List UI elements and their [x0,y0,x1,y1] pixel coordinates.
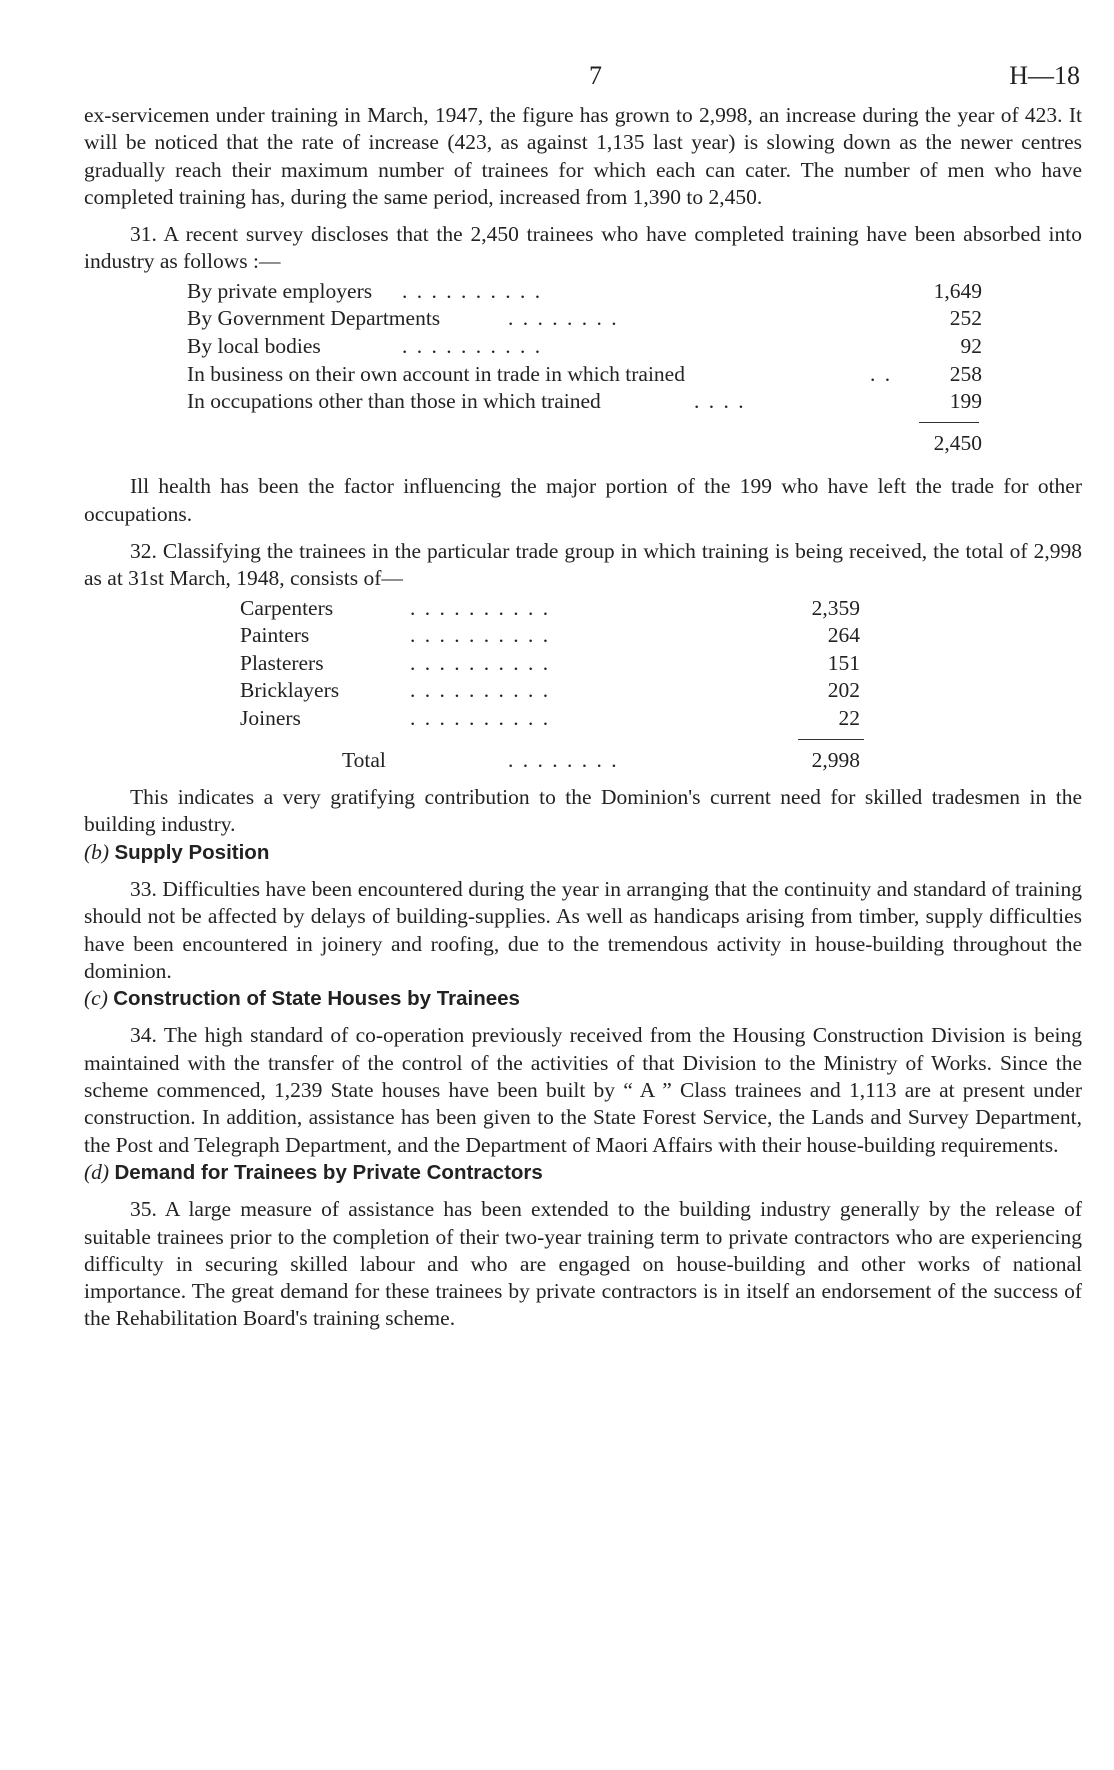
row-value: 258 [949,361,982,386]
absorbed-table [84,278,1082,458]
table-row [84,305,1082,333]
total-value: 2,998 [811,747,860,772]
leader-dots: . . . . . . . . . . [402,278,543,303]
leader-dots: . . . . . . . . . . [402,333,543,358]
section-heading-c [84,985,1082,1012]
row-value: 22 [838,705,860,730]
leader-dots: . . [870,361,893,386]
leader-dots: . . . . . . . . . . [410,678,551,703]
leader-dots: . . . . . . . . . . [410,623,551,648]
table-row [84,388,1082,416]
table-row [84,333,1082,361]
leader-dots: . . . . . . . . . . [410,705,551,730]
paragraph-32: 32. Classifying the trainees in the particular trade group in which training is being received, the total of 2,998 as at 31st March, 1948, consists of— [84,538,1082,591]
document-page [84,62,1082,1333]
paragraph-31: 31. A recent survey discloses that the 2,450 trainees who have completed training have been absorbed into industry as follows :— [84,222,1082,274]
section-title: Demand for Trainees by Private Contractors [114,1160,543,1184]
total-label: Total [342,747,386,772]
row-label: Carpenters [240,595,334,620]
paragraph-ill-health: Ill health has been the factor influencing the major portion of the 199 who have left the trade for other occupations. [84,474,1082,526]
row-label: By local bodies [187,333,321,358]
paragraph-indicates: This indicates a very gratifying contribution to the Dominion's current need for skilled tradesmen in the building industry. [84,785,1082,837]
total-value: 2,450 [933,430,982,455]
row-label: Joiners [240,705,301,730]
table-row [84,677,1082,705]
table-row [84,361,1082,389]
row-label: Bricklayers [240,678,340,703]
total-row [84,747,1082,775]
row-value: 202 [827,678,860,703]
leader-dots: . . . . . . . . [508,306,619,331]
row-value: 92 [960,333,982,358]
row-value: 199 [949,389,982,414]
row-label: By Government Departments [187,306,441,331]
paragraph-35: 35. A large measure of assistance has been extended to the building industry generally by the release of suitable trainees prior to the completion of their two-year training term to private contractors who are experiencing difficulty in securing skilled labour and who are engaged on house-building and other works of national importance. The great demand for these trainees by private contractors is in itself an endorsement of the success of the Rehabilitation Board's training scheme. [84,1197,1082,1331]
section-letter: (c) [84,986,108,1011]
table-row [84,595,1082,623]
paragraph-34: 34. The high standard of co-operation previously received from the Housing Construction Division is being maintained with the transfer of the control of the activities of that Division to the Ministry of Works. Since the scheme commenced, 1,239 State houses have been built by “ A ” Class trainees and 1,113 are at present under construction. In addition, assistance has been given to the State Forest Service, the Lands and Survey Department, the Post and Telegraph Department, and the Department of Maori Affairs with their house-building requirements. [84,1023,1082,1157]
section-heading-d [84,1159,1082,1186]
table-row [84,705,1082,733]
page-number: 7 [589,61,602,90]
section-letter: (b) [84,839,110,864]
trades-table [84,595,1082,775]
row-value: 252 [949,306,982,331]
total-row [84,430,1082,458]
document-reference: H—18 [1009,61,1080,90]
row-label: By private employers [187,278,373,303]
leader-dots: . . . . . . . . . . [410,650,551,675]
row-label: Plasterers [240,650,324,675]
section-letter: (d) [84,1159,110,1184]
total-rule-row [84,416,1082,430]
total-rule [919,422,979,423]
paragraph-33: 33. Difficulties have been encountered during the year in arranging that the continuity and standard of training should not be affected by delays of building-supplies. As well as handicaps arising from timber, supply difficulties have been encountered in joinery and roofing, due to the tremendous activity in house-building throughout the dominion. [84,876,1082,983]
row-value: 1,649 [933,278,982,303]
leader-dots: . . . . . . . . . . [410,595,551,620]
row-value: 151 [827,650,860,675]
leader-dots: . . . . . . . . [508,747,619,772]
table-row [84,650,1082,678]
total-rule-row [84,733,1082,747]
total-rule [798,739,864,740]
paragraph-continued: ex-servicemen under training in March, 1947, the figure has grown to 2,998, an increase during the year of 423. It will be noticed that the rate of increase (423, as against 1,135 last year) is slowing down as the newer centres gradually reach their maximum number of trainees for which each can cater. The number of men who have completed training has, during the same period, increased from 1,390 to 2,450. [84,103,1082,209]
row-value: 264 [827,623,860,648]
page-header [84,62,1082,102]
row-label: In occupations other than those in which trained [187,389,601,414]
table-row [84,622,1082,650]
table-row [84,278,1082,306]
section-title: Construction of State Houses by Trainees [113,987,520,1011]
row-value: 2,359 [811,595,860,620]
row-label: Painters [240,623,310,648]
leader-dots: . . . . [694,389,746,414]
section-title: Supply Position [114,840,270,864]
section-heading-b [84,839,1082,866]
row-label: In business on their own account in trade in which trained [187,361,685,386]
